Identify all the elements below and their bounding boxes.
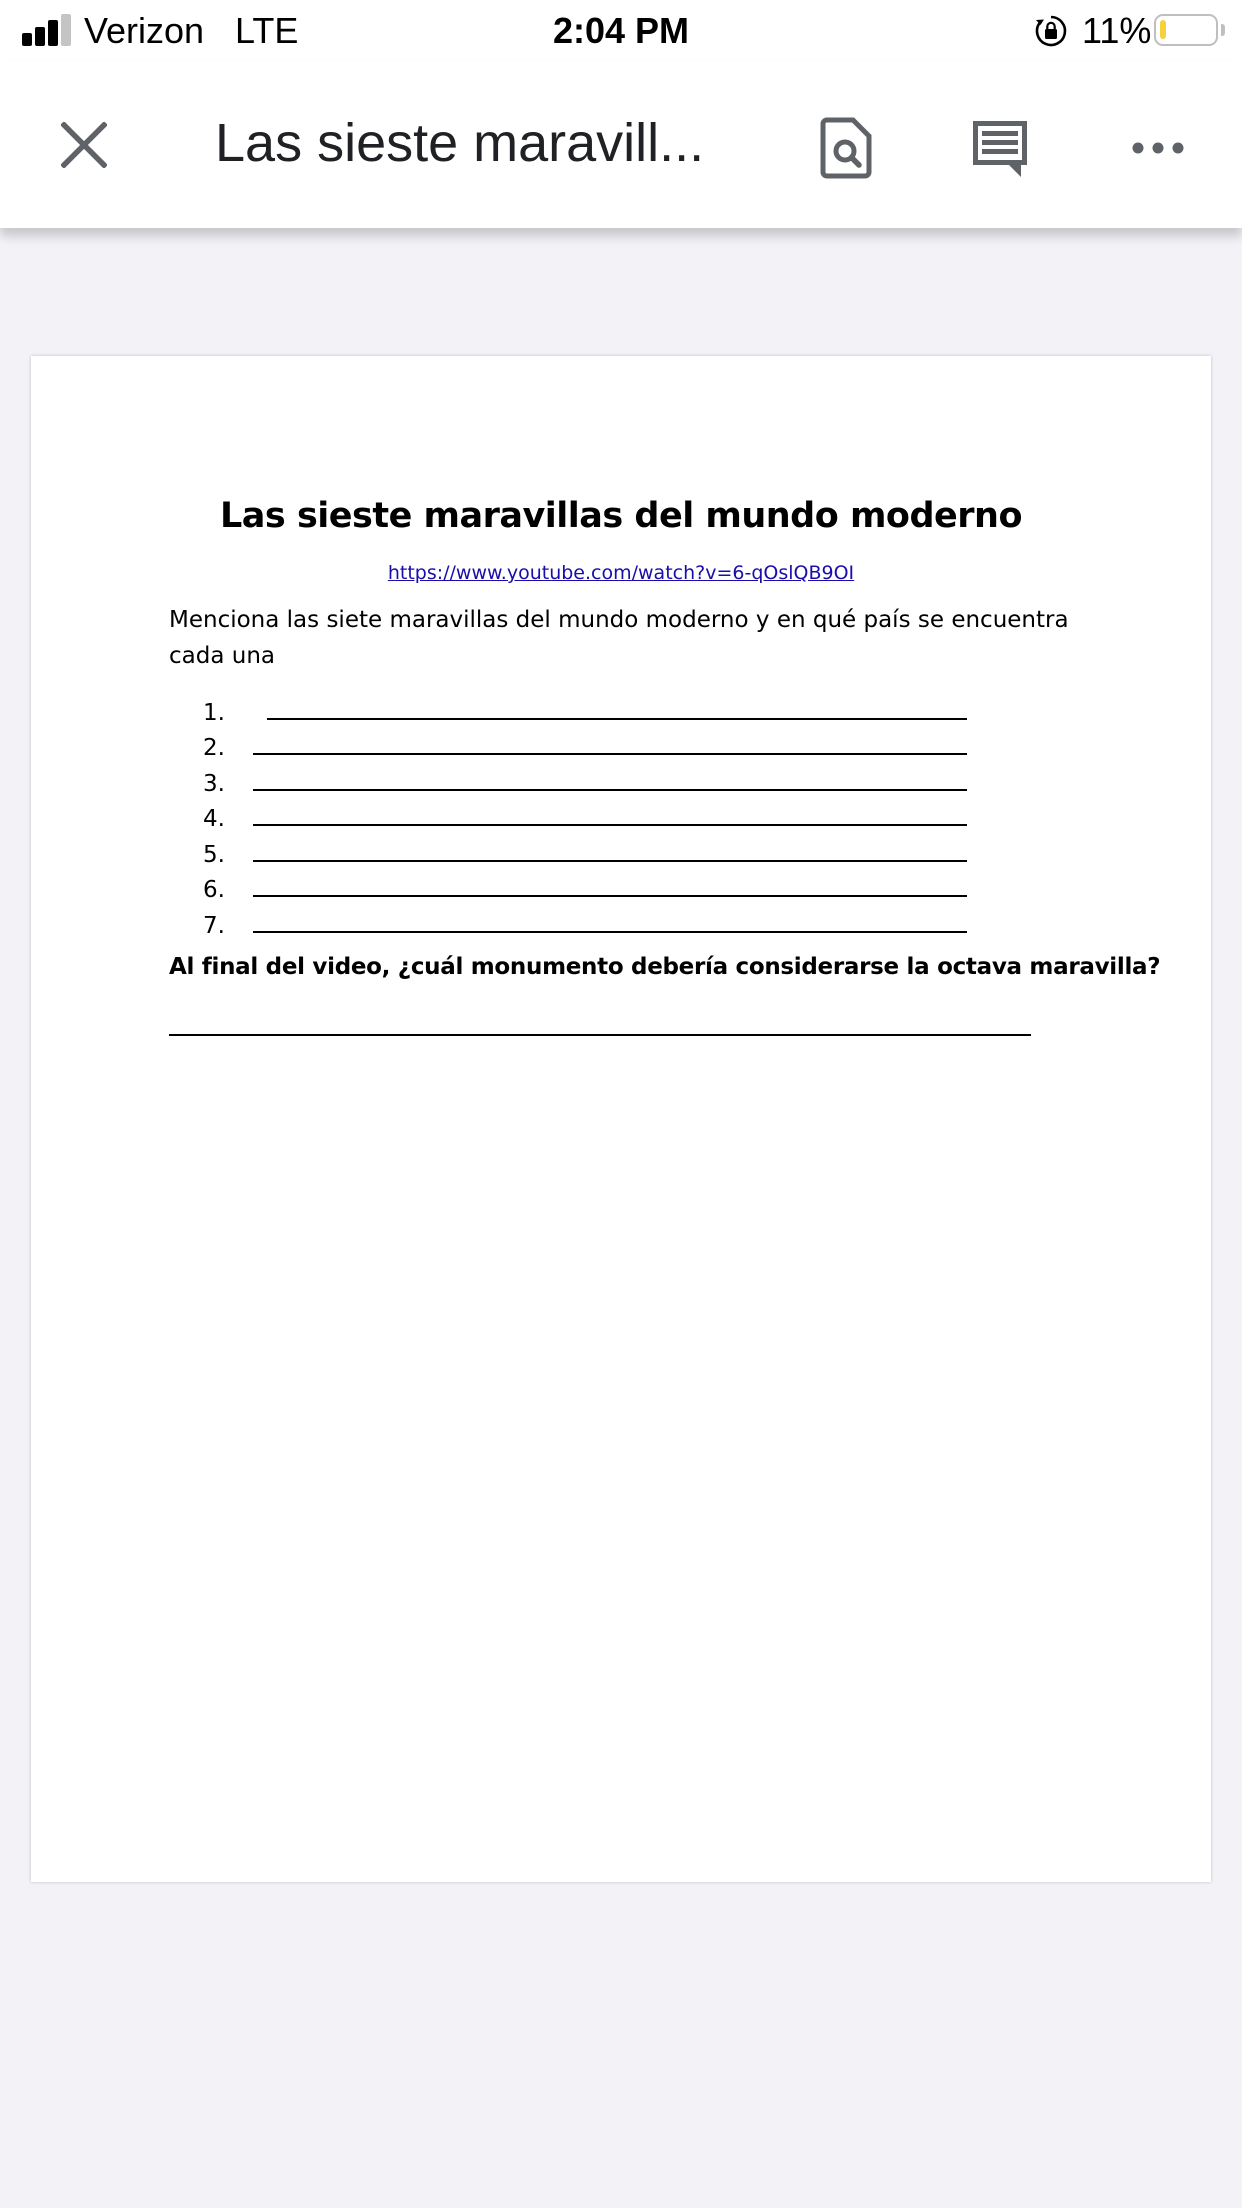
- list-item-number: 1.: [203, 699, 225, 726]
- answer-blank-4[interactable]: [253, 824, 967, 826]
- answer-blank-6[interactable]: [253, 895, 967, 897]
- close-button[interactable]: [44, 110, 124, 180]
- answer-blank-7[interactable]: [253, 931, 967, 933]
- list-item: [203, 726, 967, 762]
- battery-icon: [1154, 14, 1218, 46]
- list-item-number: 7.: [203, 912, 225, 939]
- network-type: LTE: [235, 10, 299, 51]
- battery-percent: 11%: [1082, 10, 1152, 51]
- battery-level-fill: [1160, 20, 1166, 39]
- carrier-name: Verizon: [84, 10, 205, 51]
- list-item: [203, 868, 967, 904]
- list-item-number: 4.: [203, 806, 225, 832]
- status-bar: [0, 0, 1242, 62]
- document-page: [31, 356, 1211, 1882]
- answer-blank-3[interactable]: [253, 789, 967, 791]
- find-in-document-button[interactable]: [806, 108, 886, 188]
- document-heading: Las sieste maravillas del mundo moderno: [220, 496, 1022, 536]
- list-item-number: 2.: [203, 735, 225, 761]
- answer-blank-5[interactable]: [253, 860, 967, 862]
- comment-icon: [969, 117, 1031, 179]
- more-options-button[interactable]: [1118, 128, 1198, 168]
- list-item: [203, 903, 967, 939]
- list-item-number: 3.: [203, 770, 225, 797]
- list-item-number: 5.: [203, 841, 225, 868]
- list-item: [203, 797, 967, 833]
- comments-button[interactable]: [960, 108, 1040, 188]
- answer-blank-2[interactable]: [253, 753, 967, 755]
- battery-nub: [1221, 24, 1225, 36]
- more-horizontal-icon: [1132, 141, 1184, 155]
- orientation-lock-icon: [1034, 14, 1068, 48]
- answer-blank-1[interactable]: [267, 718, 967, 720]
- status-time: 2:04 PM: [552, 10, 690, 51]
- answer-list: [203, 690, 967, 939]
- find-in-document-icon: [820, 117, 872, 179]
- list-item: [203, 832, 967, 868]
- document-toolbar: [0, 62, 1242, 228]
- instruction-text: Menciona las siete maravillas del mundo moderno y en qué país se encuentra cada una: [169, 607, 1069, 669]
- close-icon: [61, 122, 107, 168]
- youtube-link[interactable]: https://www.youtube.com/watch?v=6-qOslQB9OI: [387, 562, 855, 584]
- eighth-wonder-question: Al final del video, ¿cuál monumento debería considerarse la octava maravilla?: [169, 954, 1161, 980]
- document-title: Las sieste maravill...: [215, 113, 705, 173]
- list-item: [203, 690, 967, 726]
- list-item-number: 6.: [203, 877, 225, 903]
- question-answer-blank[interactable]: [169, 1034, 1031, 1036]
- list-item: [203, 761, 967, 797]
